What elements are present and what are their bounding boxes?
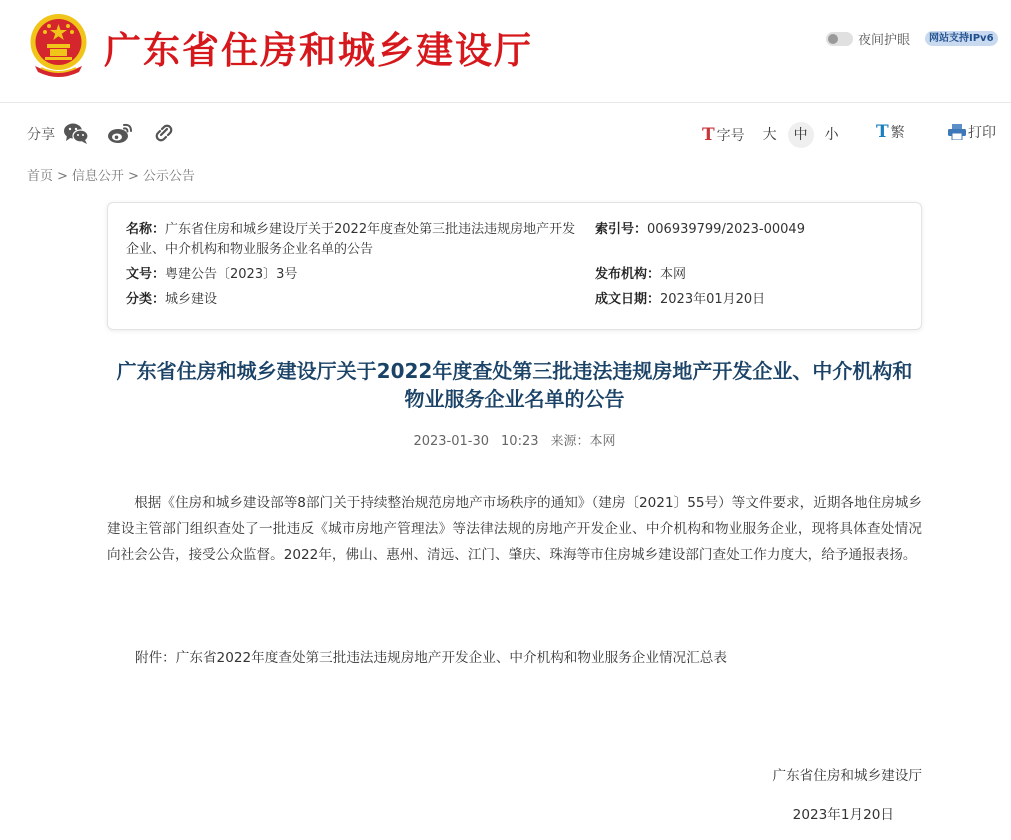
- traditional-chinese-button[interactable]: [876, 122, 905, 142]
- meta-index: [595, 220, 805, 240]
- breadcrumb-home[interactable]: 首页: [27, 169, 54, 184]
- ipv6-badge: 网站支持IPv6: [925, 31, 998, 46]
- meta-index-label: 索引号：: [595, 222, 648, 237]
- meta-name: [126, 220, 576, 260]
- font-size-small-button[interactable]: 小: [824, 127, 839, 143]
- meta-publisher-value: 本网: [660, 267, 687, 282]
- meta-date-value: 2023年01月20日: [660, 292, 766, 307]
- meta-category-label: 分类：: [126, 292, 166, 307]
- font-size-icon: T: [702, 125, 715, 145]
- link-icon[interactable]: [151, 121, 177, 145]
- signature-org: 广东省住房和城乡建设厅: [772, 768, 922, 784]
- breadcrumb-info-public[interactable]: 信息公开: [71, 169, 124, 184]
- breadcrumb-separator: >: [57, 169, 68, 184]
- article-date: 2023-01-30: [413, 434, 490, 449]
- article-time: 10:23: [501, 434, 539, 449]
- printer-icon: [948, 124, 966, 140]
- meta-index-value: 006939799/2023-00049: [647, 222, 805, 237]
- meta-name-label: 名称：: [126, 222, 166, 237]
- meta-publisher: [595, 265, 686, 285]
- site-header: [0, 0, 1011, 103]
- meta-docno-label: 文号：: [126, 267, 166, 282]
- night-mode-toggle[interactable]: [826, 29, 910, 48]
- breadcrumb: [27, 165, 195, 184]
- traditional-chinese-icon: T: [876, 122, 889, 142]
- font-size-large-button[interactable]: 大: [762, 127, 777, 143]
- document-meta-box: [107, 202, 922, 330]
- meta-category: [126, 290, 217, 310]
- wechat-icon[interactable]: [63, 121, 89, 145]
- traditional-chinese-label: 繁: [890, 125, 905, 141]
- share-label: 分享: [27, 127, 55, 143]
- breadcrumb-separator: >: [127, 169, 139, 184]
- print-button[interactable]: [948, 122, 996, 142]
- meta-publisher-label: 发布机构：: [595, 267, 661, 282]
- meta-docno-value: 粤建公告〔2023〕3号: [165, 267, 298, 282]
- meta-category-value: 城乡建设: [165, 292, 218, 307]
- article-body: 根据《住房和城乡建设部等8部门关于持续整治规范房地产市场秩序的通知》（建房〔2021〕55号）等文件要求，近期各地住房城乡建设主管部门组织查处了一批违反《城市房地产管理法》等法律法规的房地产开发企业、中介机构和物业服务企业，现将具体查处情况向社会公告，接受公众监督。2022年，佛山、惠州、清远、江门、肇庆、珠海等市住房城乡建设部门查处工作力度大，给予通报表扬。: [107, 495, 922, 563]
- meta-date: [595, 290, 765, 310]
- article-source: 来源：本网: [550, 434, 616, 449]
- article-meta: [107, 430, 922, 449]
- font-size-medium-button[interactable]: 中: [788, 122, 814, 148]
- meta-name-value: 广东省住房和城乡建设厅关于2022年度查处第三批违法违规房地产开发企业、中介机构和物业服务企业名单的公告: [126, 222, 576, 257]
- attachment-text: 附件：广东省2022年度查处第三批违法违规房地产开发企业、中介机构和物业服务企业情况汇总表: [135, 650, 727, 666]
- breadcrumb-announcements[interactable]: 公示公告: [142, 169, 195, 184]
- print-label: 打印: [968, 125, 996, 141]
- meta-date-label: 成文日期：: [595, 292, 661, 307]
- national-emblem-icon: [27, 12, 90, 78]
- font-size-control: [702, 122, 850, 148]
- toggle-switch-icon[interactable]: [826, 32, 853, 46]
- night-mode-label: 夜间护眼: [858, 33, 911, 48]
- weibo-icon[interactable]: [107, 121, 133, 145]
- article-title: 广东省住房和城乡建设厅关于2022年度查处第三批违法违规房地产开发企业、中介机构和物业服务企业名单的公告: [116, 359, 913, 411]
- site-title: 广东省住房和城乡建设厅: [104, 28, 533, 72]
- signature-date: 2023年1月20日: [792, 807, 894, 823]
- font-size-label: 字号: [716, 128, 745, 144]
- meta-docno: [126, 265, 297, 285]
